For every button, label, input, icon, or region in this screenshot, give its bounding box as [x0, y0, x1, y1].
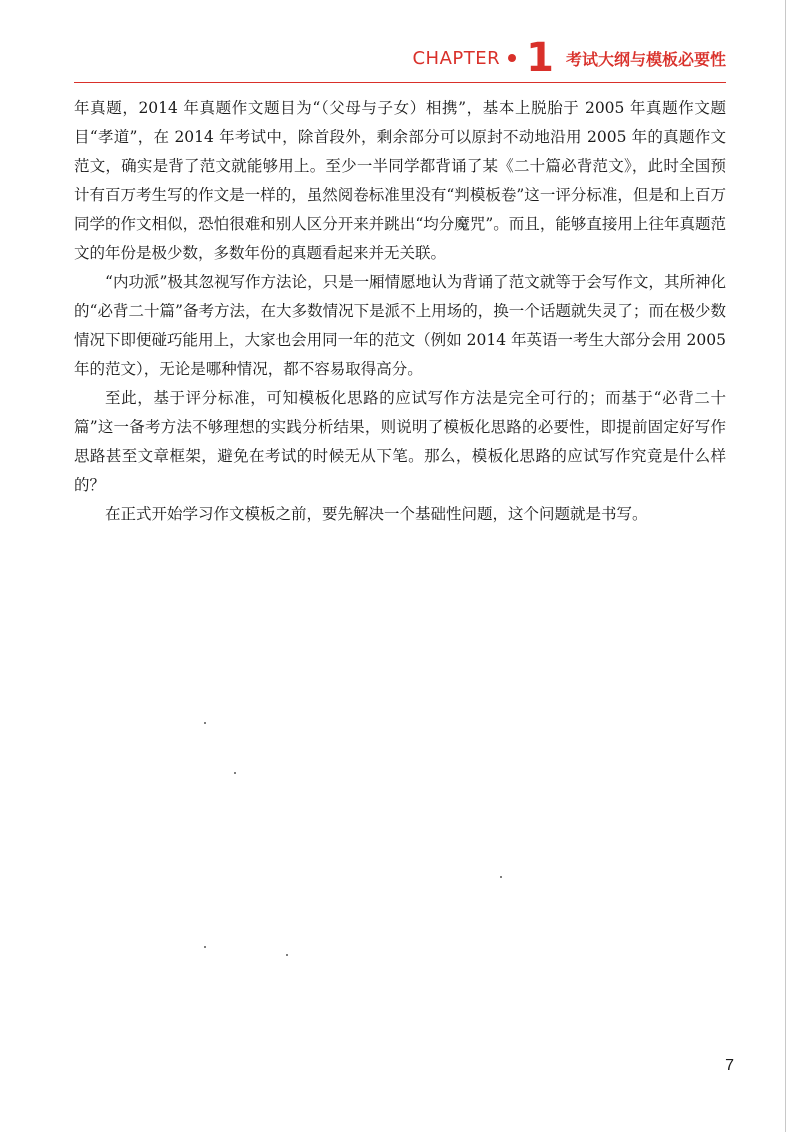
body-text — [74, 94, 726, 529]
chapter-number: 1 — [526, 35, 554, 81]
page-edge — [785, 0, 786, 1132]
paragraph-4: 在正式开始学习作文模板之前，要先解决一个基础性问题，这个问题就是书写。 — [105, 505, 648, 523]
scan-speck — [234, 772, 236, 774]
chapter-dot-icon — [508, 54, 516, 62]
chapter-label: CHAPTER — [412, 47, 501, 69]
chapter-header — [412, 35, 726, 81]
scan-speck — [286, 954, 288, 956]
page-number: 7 — [725, 1057, 734, 1074]
chapter-title: 考试大纲与模板必要性 — [565, 49, 726, 69]
scan-speck — [204, 946, 206, 948]
header-rule — [74, 82, 726, 83]
scan-speck — [500, 876, 502, 878]
scan-speck — [204, 722, 206, 724]
paragraph-2: “内功派”极其忽视写作方法论，只是一厢情愿地认为背诵了范文就等于会写作文，其所神化的“必背二十篇”备考方法，在大多数情况下是派不上用场的，换一个话题就失灵了；而在极少数情况下即便碰巧能用上，大家也会用同一年的范文（例如 2014 年英语一考生大部分会用 2005 年的范文），无论是哪种情况，都不容易取得高分。 — [74, 273, 726, 378]
paragraph-1: 年真题，2014 年真题作文题目为“（父母与子女）相携”，基本上脱胎于 2005 年真题作文题目“孝道”，在 2014 年考试中，除首段外，剩余部分可以原封不动地沿用 2005 年的真题作文范文，确实是背了范文就能够用上。至少一半同学都背诵了某《二十篇必背范文》，此时全国预计有百万考生写的作文是一样的，虽然阅卷标准里没有“判模板卷”这一评分标准，但是和上百万同学的作文相似，恐怕很难和别人区分开来并跳出“均分魔咒”。而且，能够直接用上往年真题范文的年份是极少数，多数年份的真题看起来并无关联。 — [74, 99, 726, 262]
paragraph-3: 至此，基于评分标准，可知模板化思路的应试写作方法是完全可行的；而基于“必背二十篇”这一备考方法不够理想的实践分析结果，则说明了模板化思路的必要性，即提前固定好写作思路甚至文章框架，避免在考试的时候无从下笔。那么，模板化思路的应试写作究竟是什么样的？ — [74, 389, 726, 494]
